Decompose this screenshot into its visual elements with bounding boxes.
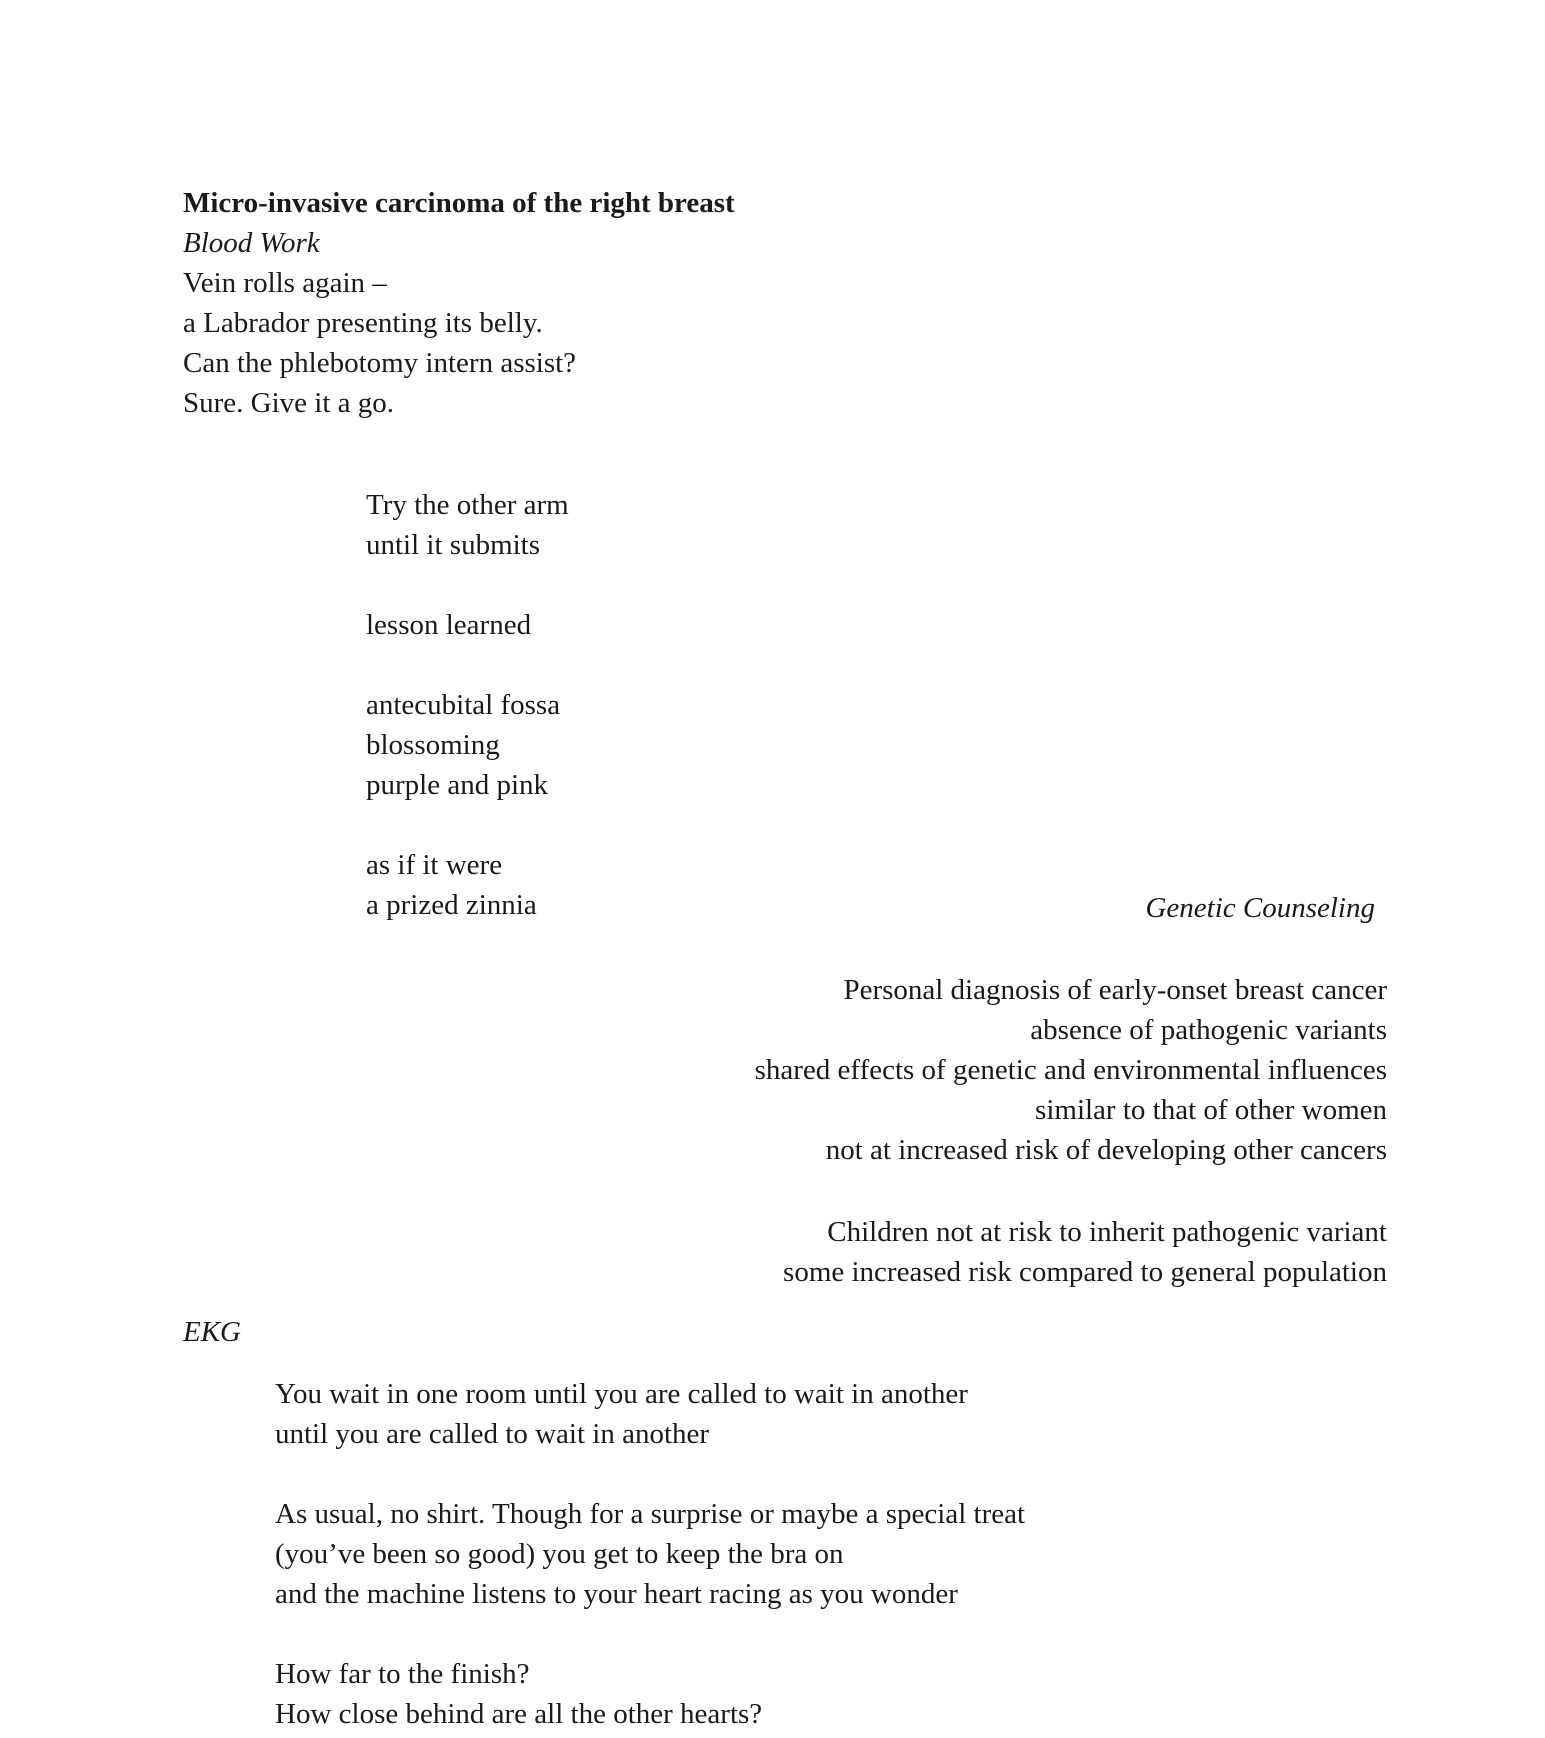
ekg-line: How far to the finish?: [275, 1658, 530, 1690]
genetic-counseling-line: similar to that of other women: [1035, 1094, 1387, 1126]
blood-work-indented-line: until it submits: [366, 529, 541, 561]
blood-work-indented-line: a prized zinnia: [366, 889, 537, 921]
blood-work-line: Can the phlebotomy intern assist?: [183, 347, 577, 379]
ekg-line: You wait in one room until you are called to wait in another: [275, 1378, 968, 1410]
genetic-counseling-line: Children not at risk to inherit pathogenic variant: [827, 1216, 1387, 1248]
ekg-line: until you are called to wait in another: [275, 1418, 710, 1450]
blood-work-indented-line: purple and pink: [366, 769, 549, 801]
blood-work-heading: Blood Work: [183, 227, 320, 259]
ekg-line: As usual, no shirt. Though for a surprise or maybe a special treat: [275, 1498, 1026, 1530]
genetic-counseling-line: shared effects of genetic and environmental influences: [754, 1054, 1387, 1086]
blood-work-indented-line: Try the other arm: [366, 489, 569, 521]
genetic-counseling-line: not at increased risk of developing other cancers: [825, 1134, 1387, 1166]
blood-work-indented-line: antecubital fossa: [366, 689, 561, 721]
blood-work-line: Sure. Give it a go.: [183, 387, 395, 419]
ekg-line: and the machine listens to your heart racing as you wonder: [275, 1578, 958, 1610]
blood-work-indented-line: lesson learned: [366, 609, 532, 641]
genetic-counseling-line: some increased risk compared to general population: [783, 1256, 1387, 1288]
blood-work-indented-line: as if it were: [366, 849, 503, 881]
poem-title: Micro-invasive carcinoma of the right breast: [183, 187, 735, 219]
genetic-counseling-line: Personal diagnosis of early-onset breast cancer: [843, 974, 1387, 1006]
blood-work-line: a Labrador presenting its belly.: [183, 307, 543, 339]
ekg-line: How close behind are all the other hearts?: [275, 1698, 763, 1730]
blood-work-line: Vein rolls again –: [183, 267, 387, 299]
ekg-heading: EKG: [183, 1316, 241, 1348]
blood-work-indented-line: blossoming: [366, 729, 500, 761]
ekg-line: (you’ve been so good) you get to keep the bra on: [275, 1538, 844, 1570]
genetic-counseling-line: absence of pathogenic variants: [1030, 1014, 1387, 1046]
genetic-counseling-heading: Genetic Counseling: [1145, 892, 1375, 924]
